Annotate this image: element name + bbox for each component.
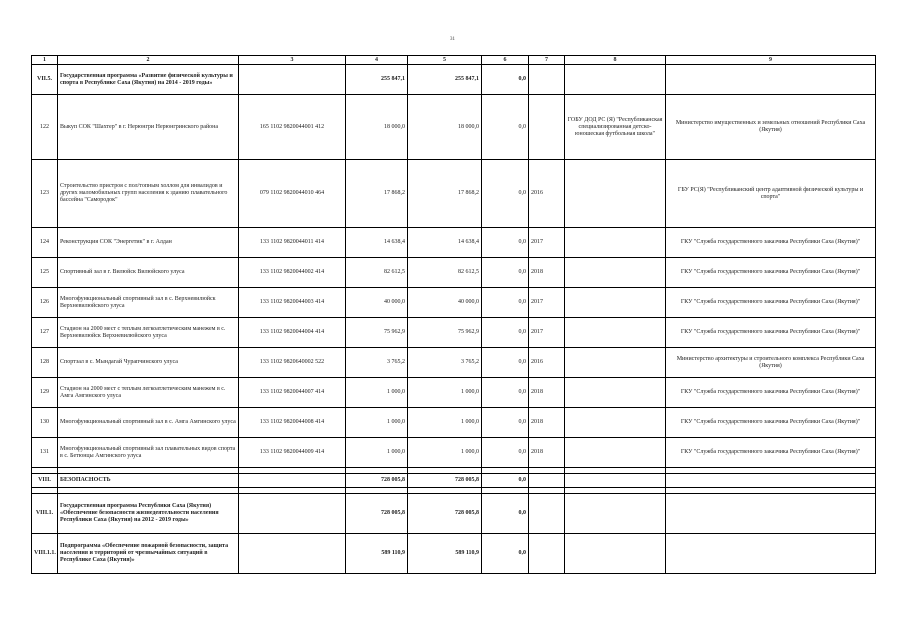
column-header: 9 [666, 56, 876, 65]
table-row [32, 95, 876, 160]
table-row [32, 438, 876, 468]
object-name-cell: БЕЗОПАСНОСТЬ [58, 474, 239, 488]
amount-budget-cell: 1 000,0 [408, 378, 482, 408]
budget-code-cell: 079 1102 9820044010 464 [239, 160, 346, 228]
row-number-cell: 126 [32, 288, 58, 318]
year-cell [529, 534, 565, 574]
budget-code-cell: 133 1102 9820044007 414 [239, 378, 346, 408]
table-row [32, 288, 876, 318]
budget-code-cell: 133 1102 9820044009 414 [239, 438, 346, 468]
amount-budget-cell: 40 000,0 [408, 288, 482, 318]
table-body [32, 65, 876, 574]
amount-other-cell: 0,0 [482, 318, 529, 348]
amount-other-cell: 0,0 [482, 288, 529, 318]
year-cell [529, 95, 565, 160]
amount-total-cell: 589 110,9 [346, 534, 408, 574]
object-name-cell: Многофункциональный спортивный зал в с. Верхневилюйск Верхневилюйского улуса [58, 288, 239, 318]
amount-other-cell: 0,0 [482, 228, 529, 258]
table-row [32, 534, 876, 574]
recipient-cell [565, 438, 666, 468]
amount-total-cell: 18 000,0 [346, 95, 408, 160]
customer-cell [666, 534, 876, 574]
row-number-cell: VIII.1.1. [32, 534, 58, 574]
amount-other-cell: 0,0 [482, 438, 529, 468]
recipient-cell [565, 534, 666, 574]
budget-code-cell: 133 1102 9820044004 414 [239, 318, 346, 348]
recipient-cell [565, 160, 666, 228]
page-number: 31 [450, 37, 455, 42]
budget-code-cell: 133 1102 9820044008 414 [239, 408, 346, 438]
year-cell [529, 65, 565, 95]
amount-other-cell: 0,0 [482, 378, 529, 408]
recipient-cell [565, 348, 666, 378]
customer-cell [666, 474, 876, 488]
customer-cell: ГБУ РС(Я) "Республиканский центр адаптивной физической культуры и спорта" [666, 160, 876, 228]
budget-code-cell: 133 1102 9820640002 522 [239, 348, 346, 378]
row-number-cell: 122 [32, 95, 58, 160]
recipient-cell: ГОБУ ДОД РС (Я) "Республиканская специализированная детско-юношеская футбольная школа" [565, 95, 666, 160]
column-header: 4 [346, 56, 408, 65]
customer-cell: Министерство имущественных и земельных отношений Республики Саха (Якутия) [666, 95, 876, 160]
object-name-cell: Реконструкция СОК "Энергетик" в г. Алдан [58, 228, 239, 258]
table-row [32, 258, 876, 288]
table-row [32, 160, 876, 228]
row-number-cell: 130 [32, 408, 58, 438]
column-header: 2 [58, 56, 239, 65]
row-number-cell: 123 [32, 160, 58, 228]
year-cell: 2018 [529, 408, 565, 438]
customer-cell: ГКУ "Служба государственного заказчика Республики Саха (Якутия)" [666, 378, 876, 408]
amount-other-cell: 0,0 [482, 408, 529, 438]
amount-other-cell: 0,0 [482, 534, 529, 574]
amount-other-cell: 0,0 [482, 474, 529, 488]
amount-total-cell: 728 005,8 [346, 494, 408, 534]
object-name-cell: Государственная программа Республики Саха (Якутия) «Обеспечение безопасности жизнедеятельности населения Республики Саха (Якутия) на 2012 - 2019 годы» [58, 494, 239, 534]
budget-table [31, 55, 876, 574]
column-header: 1 [32, 56, 58, 65]
amount-budget-cell: 17 868,2 [408, 160, 482, 228]
table-row [32, 348, 876, 378]
recipient-cell [565, 228, 666, 258]
amount-budget-cell: 728 005,8 [408, 474, 482, 488]
budget-code-cell [239, 534, 346, 574]
year-cell: 2018 [529, 438, 565, 468]
column-header: 6 [482, 56, 529, 65]
object-name-cell: Выкуп СОК "Шахтер" в г. Нерюнгри Нерюнгринского района [58, 95, 239, 160]
amount-budget-cell: 18 000,0 [408, 95, 482, 160]
amount-other-cell: 0,0 [482, 258, 529, 288]
customer-cell: ГКУ "Служба государственного заказчика Республики Саха (Якутия)" [666, 258, 876, 288]
year-cell: 2016 [529, 348, 565, 378]
object-name-cell: Многофункциональный спортивный зал в с. Амга Амгинского улуса [58, 408, 239, 438]
budget-code-cell: 133 1102 9820044003 414 [239, 288, 346, 318]
amount-total-cell: 728 005,8 [346, 474, 408, 488]
recipient-cell [565, 258, 666, 288]
object-name-cell: Спортивный зал в г. Вилюйск Вилюйского улуса [58, 258, 239, 288]
amount-total-cell: 17 868,2 [346, 160, 408, 228]
customer-cell [666, 494, 876, 534]
row-number-cell: 125 [32, 258, 58, 288]
customer-cell: ГКУ "Служба государственного заказчика Республики Саха (Якутия)" [666, 228, 876, 258]
row-number-cell: VIII.1. [32, 494, 58, 534]
amount-budget-cell: 82 612,5 [408, 258, 482, 288]
amount-total-cell: 75 962,9 [346, 318, 408, 348]
column-header: 5 [408, 56, 482, 65]
recipient-cell [565, 65, 666, 95]
row-number-cell: 127 [32, 318, 58, 348]
object-name-cell: Строительство пристроя с пол/топным холлом для инвалидов и других маломобильных групп населения к зданию плавательного бассейна "Самородок" [58, 160, 239, 228]
row-number-cell: VII.5. [32, 65, 58, 95]
table-row [32, 228, 876, 258]
table-row [32, 474, 876, 488]
column-header: 8 [565, 56, 666, 65]
year-cell: 2018 [529, 258, 565, 288]
amount-budget-cell: 14 638,4 [408, 228, 482, 258]
amount-budget-cell: 255 847,1 [408, 65, 482, 95]
recipient-cell [565, 318, 666, 348]
year-cell: 2017 [529, 228, 565, 258]
customer-cell: Министерство архитектуры и строительного комплекса Республики Саха (Якутия) [666, 348, 876, 378]
amount-budget-cell: 75 962,9 [408, 318, 482, 348]
amount-budget-cell: 589 110,9 [408, 534, 482, 574]
customer-cell: ГКУ "Служба государственного заказчика Республики Саха (Якутия)" [666, 408, 876, 438]
amount-budget-cell: 1 000,0 [408, 408, 482, 438]
budget-code-cell [239, 494, 346, 534]
table-row [32, 318, 876, 348]
budget-code-cell: 165 1102 9820044001 412 [239, 95, 346, 160]
amount-other-cell: 0,0 [482, 494, 529, 534]
amount-total-cell: 1 000,0 [346, 378, 408, 408]
budget-code-cell: 133 1102 9820044011 414 [239, 228, 346, 258]
table-row [32, 494, 876, 534]
year-cell: 2017 [529, 318, 565, 348]
object-name-cell: Многофункциональный спортивный зал плавательных видов спорта в с. Бетюнцы Амгинского улуса [58, 438, 239, 468]
row-number-cell: VIII. [32, 474, 58, 488]
table-row [32, 378, 876, 408]
amount-total-cell: 255 847,1 [346, 65, 408, 95]
row-number-cell: 129 [32, 378, 58, 408]
table-row [32, 408, 876, 438]
row-number-cell: 131 [32, 438, 58, 468]
amount-other-cell: 0,0 [482, 348, 529, 378]
object-name-cell: Подпрограмма «Обеспечение пожарной безопасности, защита населения и территорий от чрезвычайных ситуаций в Республике Саха (Якутия)» [58, 534, 239, 574]
row-number-cell: 128 [32, 348, 58, 378]
amount-budget-cell: 728 005,8 [408, 494, 482, 534]
amount-total-cell: 40 000,0 [346, 288, 408, 318]
budget-code-cell [239, 65, 346, 95]
year-cell: 2016 [529, 160, 565, 228]
column-header: 7 [529, 56, 565, 65]
customer-cell: ГКУ "Служба государственного заказчика Республики Саха (Якутия)" [666, 438, 876, 468]
amount-total-cell: 3 765,2 [346, 348, 408, 378]
amount-total-cell: 82 612,5 [346, 258, 408, 288]
header-row [32, 56, 876, 65]
year-cell [529, 474, 565, 488]
object-name-cell: Стадион на 2000 мест с теплым легкоатлетическим манежем в с. Амга Амгинского улуса [58, 378, 239, 408]
budget-code-cell [239, 474, 346, 488]
amount-budget-cell: 1 000,0 [408, 438, 482, 468]
amount-total-cell: 14 638,4 [346, 228, 408, 258]
year-cell: 2017 [529, 288, 565, 318]
object-name-cell: Стадион на 2000 мест с теплым легкоатлетическим манежем в с. Верхневилюйск Верхневилюйского улуса [58, 318, 239, 348]
object-name-cell: Спортзал в с. Мындагай Чурапчинского улуса [58, 348, 239, 378]
customer-cell [666, 65, 876, 95]
recipient-cell [565, 288, 666, 318]
amount-total-cell: 1 000,0 [346, 408, 408, 438]
amount-other-cell: 0,0 [482, 65, 529, 95]
year-cell [529, 494, 565, 534]
year-cell: 2018 [529, 378, 565, 408]
customer-cell: ГКУ "Служба государственного заказчика Республики Саха (Якутия)" [666, 318, 876, 348]
recipient-cell [565, 378, 666, 408]
column-header: 3 [239, 56, 346, 65]
row-number-cell: 124 [32, 228, 58, 258]
amount-other-cell: 0,0 [482, 160, 529, 228]
amount-other-cell: 0,0 [482, 95, 529, 160]
recipient-cell [565, 474, 666, 488]
recipient-cell [565, 408, 666, 438]
customer-cell: ГКУ "Служба государственного заказчика Республики Саха (Якутия)" [666, 288, 876, 318]
table-row [32, 65, 876, 95]
recipient-cell [565, 494, 666, 534]
amount-total-cell: 1 000,0 [346, 438, 408, 468]
amount-budget-cell: 3 765,2 [408, 348, 482, 378]
object-name-cell: Государственная программа «Развитие физической культуры и спорта в Республике Саха (Якутия) на 2014 - 2019 годы» [58, 65, 239, 95]
budget-code-cell: 133 1102 9820044002 414 [239, 258, 346, 288]
